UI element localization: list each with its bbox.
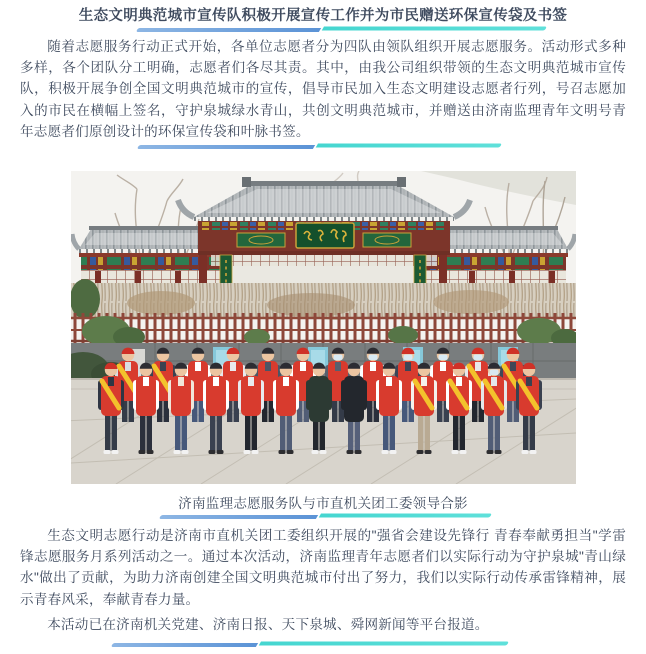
caption-divider — [160, 514, 490, 519]
article-title: 生态文明典范城市宣传队积极开展宣传工作并为市民赠送环保宣传袋及书签 — [78, 8, 568, 24]
paragraph-summary: 生态文明志愿行动是济南市直机关团工委组织开展的"强省会建设先锋行 青春奉献勇担当"学雷锋志愿服务月系列活动之一。通过本次活动，济南监理青年志愿者们以实际行动为守护泉城"青山绿水"做出了贡献，为助力济南创建全国文明典范城市付出了努力，我们以实际行动传承雷锋精神，展示青春风采，奉献青春力量。 — [20, 527, 626, 607]
divider-teal-segment — [259, 642, 509, 646]
gate-plaque — [296, 223, 354, 248]
group-photo-illustration — [71, 171, 576, 484]
divider-blue-segment — [159, 515, 319, 519]
paragraph-intro: 随着志愿服务行动正式开始，各单位志愿者分为四队由领队组织开展志愿服务。活动形式多种多样，各个团队分工明确，志愿者们各尽其责。其中，由我公司组织带领的生态文明典范城市宣传队，积极开展争创全国文明典范城市的宣传，倡导市民加入生态文明建设志愿者行列，号召志愿加入的市民在横幅上签名，守护泉城绿水青山，共创文明典范城市，并赠送由济南监理青年文明号青年志愿者们原创设计的环保宣传袋和叶脉书签。 — [20, 38, 626, 140]
group-photo — [71, 171, 576, 484]
photo-caption: 济南监理志愿服务队与市直机关团工委领导合影 — [178, 496, 468, 512]
divider-blue-segment — [136, 28, 321, 32]
divider-blue-segment — [111, 643, 259, 647]
footer-divider — [112, 643, 507, 648]
section-divider — [138, 145, 500, 150]
divider-teal-segment — [319, 513, 492, 517]
title-divider — [137, 27, 545, 32]
divider-teal-segment — [321, 26, 547, 30]
article-page — [0, 8, 646, 647]
divider-teal-segment — [316, 144, 502, 148]
paragraph-media: 本活动已在济南机关党建、济南日报、天下泉城、舜网新闻等平台报道。 — [47, 617, 489, 633]
fence — [71, 313, 576, 343]
divider-blue-segment — [137, 145, 316, 149]
